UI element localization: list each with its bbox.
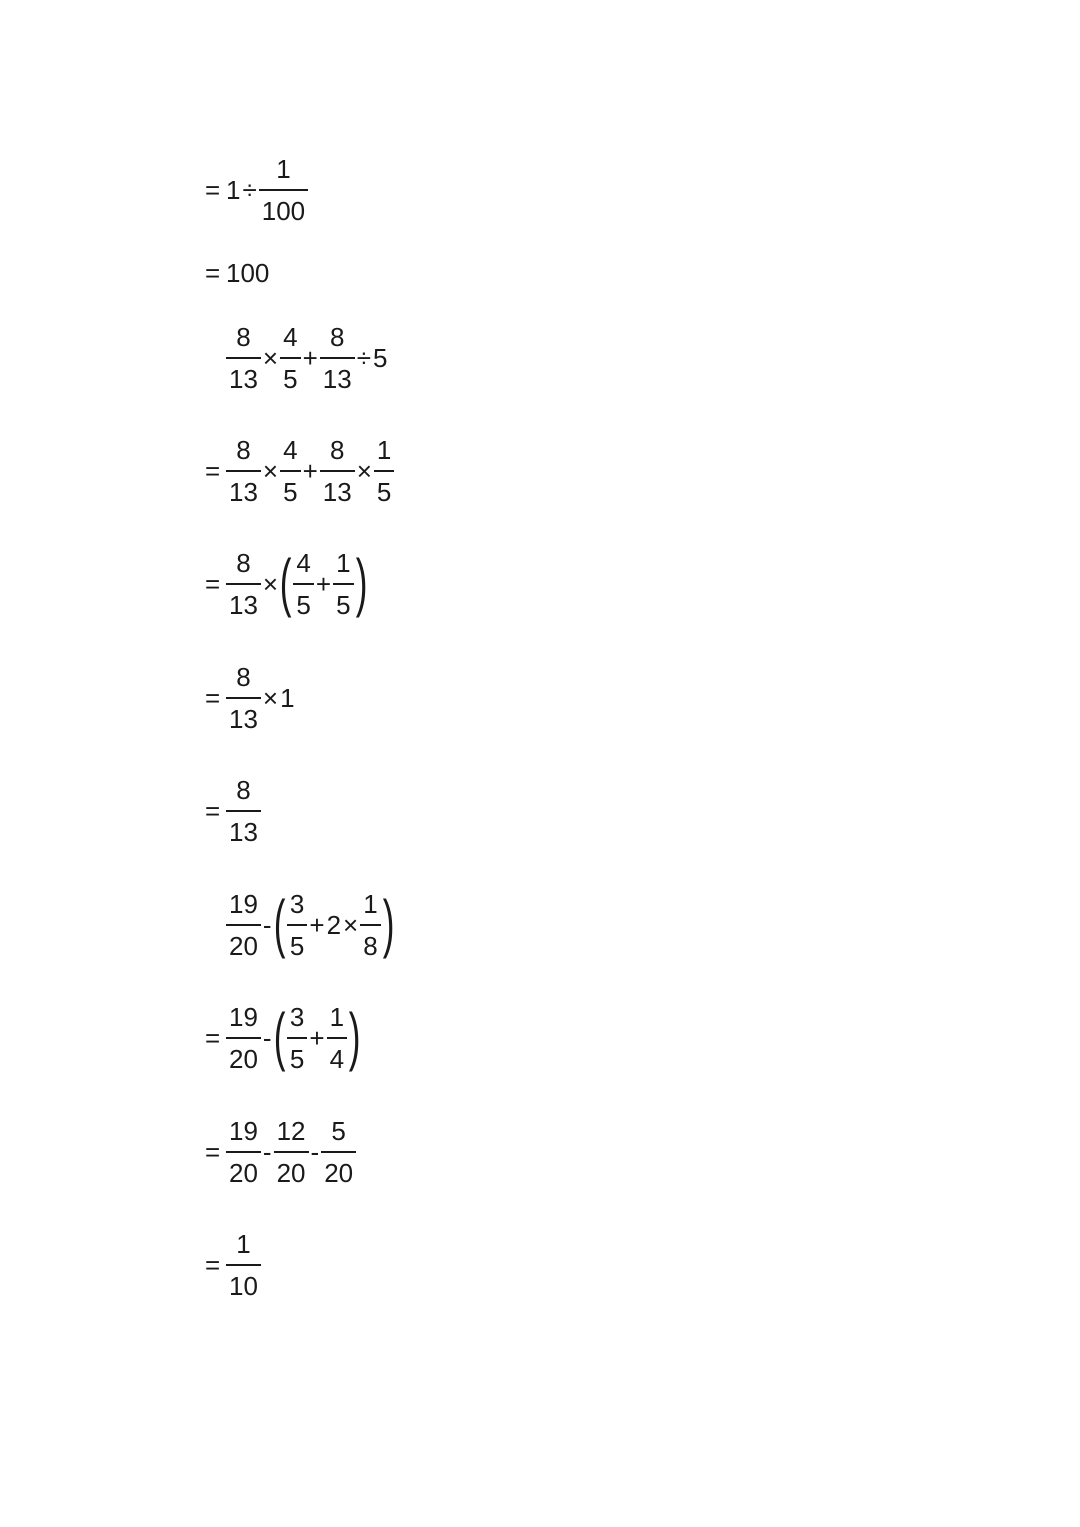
- expression-line: [205, 156, 309, 224]
- fraction-numerator: 4: [283, 322, 298, 352]
- fraction-numerator: 1: [376, 435, 392, 465]
- equals-sign: =: [205, 174, 221, 205]
- fraction-numerator: 1: [329, 1002, 345, 1032]
- fraction-denominator: 20: [229, 1157, 258, 1188]
- fraction-numerator: 12: [276, 1116, 306, 1146]
- fraction: [259, 156, 308, 224]
- expression-line: [205, 260, 270, 286]
- equals-sign: =: [205, 568, 221, 599]
- number: 2: [326, 909, 342, 940]
- fraction: [287, 891, 307, 959]
- expression-line: [205, 324, 388, 392]
- right-parenthesis: ): [382, 886, 395, 959]
- left-parenthesis: (: [273, 886, 286, 959]
- fraction-numerator: 8: [236, 322, 251, 352]
- operator: ×: [262, 342, 279, 373]
- fraction-denominator: 13: [229, 816, 258, 847]
- fraction: [320, 324, 355, 392]
- fraction: [226, 891, 261, 959]
- expression-line: [205, 999, 361, 1074]
- fraction: [226, 437, 261, 505]
- fraction: [274, 1118, 309, 1186]
- operator: ÷: [242, 174, 257, 205]
- equals-sign: =: [205, 682, 221, 713]
- expression-line: [205, 886, 395, 961]
- equals-sign: =: [205, 455, 221, 486]
- number: 5: [372, 342, 388, 373]
- operator: ÷: [356, 342, 371, 373]
- fraction: [280, 437, 300, 505]
- fraction-denominator: 4: [329, 1043, 345, 1074]
- fraction-numerator: 8: [329, 322, 345, 352]
- expression-line: [205, 1231, 262, 1299]
- fraction-denominator: 5: [289, 1043, 305, 1074]
- fraction-denominator: 20: [229, 1043, 258, 1074]
- fraction-denominator: 13: [229, 363, 258, 394]
- fraction-denominator: 5: [283, 363, 298, 394]
- fraction-numerator: 19: [229, 889, 258, 919]
- operator: +: [309, 909, 325, 940]
- operator: -: [262, 909, 272, 940]
- operator: ×: [262, 455, 279, 486]
- number: 100: [226, 258, 270, 288]
- operator: ×: [262, 682, 279, 713]
- fraction: [321, 1118, 356, 1186]
- fraction-denominator: 5: [336, 589, 351, 620]
- equals-sign: =: [205, 1022, 221, 1053]
- fraction-denominator: 5: [296, 589, 311, 620]
- fraction-numerator: 8: [236, 548, 251, 578]
- fraction-numerator: 5: [331, 1116, 346, 1146]
- operator: ×: [343, 909, 359, 940]
- fraction-numerator: 8: [329, 435, 345, 465]
- fraction: [293, 550, 313, 618]
- fraction: [333, 550, 353, 618]
- fraction: [226, 1231, 261, 1299]
- fraction-denominator: 100: [261, 195, 306, 226]
- expression-line: [205, 1118, 357, 1186]
- fraction-denominator: 20: [229, 930, 258, 961]
- fraction-denominator: 5: [376, 476, 392, 507]
- fraction-denominator: 8: [363, 930, 378, 961]
- fraction: [226, 550, 261, 618]
- fraction-denominator: 13: [229, 589, 258, 620]
- expression-line: [205, 664, 296, 732]
- fraction-denominator: 5: [289, 930, 305, 961]
- fraction-numerator: 3: [289, 1002, 305, 1032]
- left-parenthesis: (: [279, 545, 292, 618]
- fraction-denominator: 13: [229, 476, 258, 507]
- operator: +: [315, 568, 332, 599]
- fraction: [287, 1004, 307, 1072]
- right-parenthesis: ): [348, 999, 361, 1072]
- left-parenthesis: (: [273, 999, 286, 1072]
- fraction: [320, 437, 355, 505]
- fraction-numerator: 1: [336, 548, 351, 578]
- fraction-numerator: 1: [276, 154, 291, 184]
- fraction-numerator: 1: [363, 889, 378, 919]
- number: 1: [280, 682, 295, 713]
- fraction-denominator: 10: [229, 1270, 258, 1301]
- fraction-numerator: 19: [229, 1002, 258, 1032]
- fraction: [226, 1118, 261, 1186]
- fraction-denominator: 13: [322, 476, 352, 507]
- fraction-numerator: 1: [236, 1229, 251, 1259]
- equals-sign: =: [205, 1249, 221, 1280]
- operator: ×: [356, 455, 372, 486]
- fraction: [327, 1004, 347, 1072]
- fraction-numerator: 8: [236, 775, 251, 805]
- equals-sign: =: [205, 258, 221, 288]
- operator: +: [302, 455, 318, 486]
- operator: -: [262, 1136, 272, 1167]
- fraction-numerator: 4: [296, 548, 311, 578]
- expression-line: [205, 777, 262, 845]
- operator: +: [309, 1022, 325, 1053]
- fraction-numerator: 8: [236, 662, 251, 692]
- fraction-denominator: 5: [283, 476, 298, 507]
- equals-sign: =: [205, 1136, 221, 1167]
- expression-line: [205, 437, 395, 505]
- fraction-denominator: 13: [229, 703, 258, 734]
- equals-sign: =: [205, 795, 221, 826]
- fraction-denominator: 13: [322, 363, 352, 394]
- fraction-numerator: 19: [229, 1116, 258, 1146]
- fraction: [226, 664, 261, 732]
- fraction-denominator: 20: [324, 1157, 354, 1188]
- fraction-numerator: 4: [283, 435, 298, 465]
- operator: -: [310, 1136, 320, 1167]
- fraction-denominator: 20: [276, 1157, 306, 1188]
- fraction-numerator: 8: [236, 435, 251, 465]
- right-parenthesis: ): [355, 545, 368, 618]
- fraction: [226, 1004, 261, 1072]
- fraction: [226, 324, 261, 392]
- operator: -: [262, 1022, 272, 1053]
- operator: +: [302, 342, 318, 373]
- expression-line: [205, 545, 368, 620]
- fraction: [280, 324, 300, 392]
- fraction: [374, 437, 394, 505]
- fraction: [360, 891, 380, 959]
- number: 1: [226, 174, 241, 205]
- fraction: [226, 777, 261, 845]
- operator: ×: [262, 568, 279, 599]
- fraction-numerator: 3: [289, 889, 305, 919]
